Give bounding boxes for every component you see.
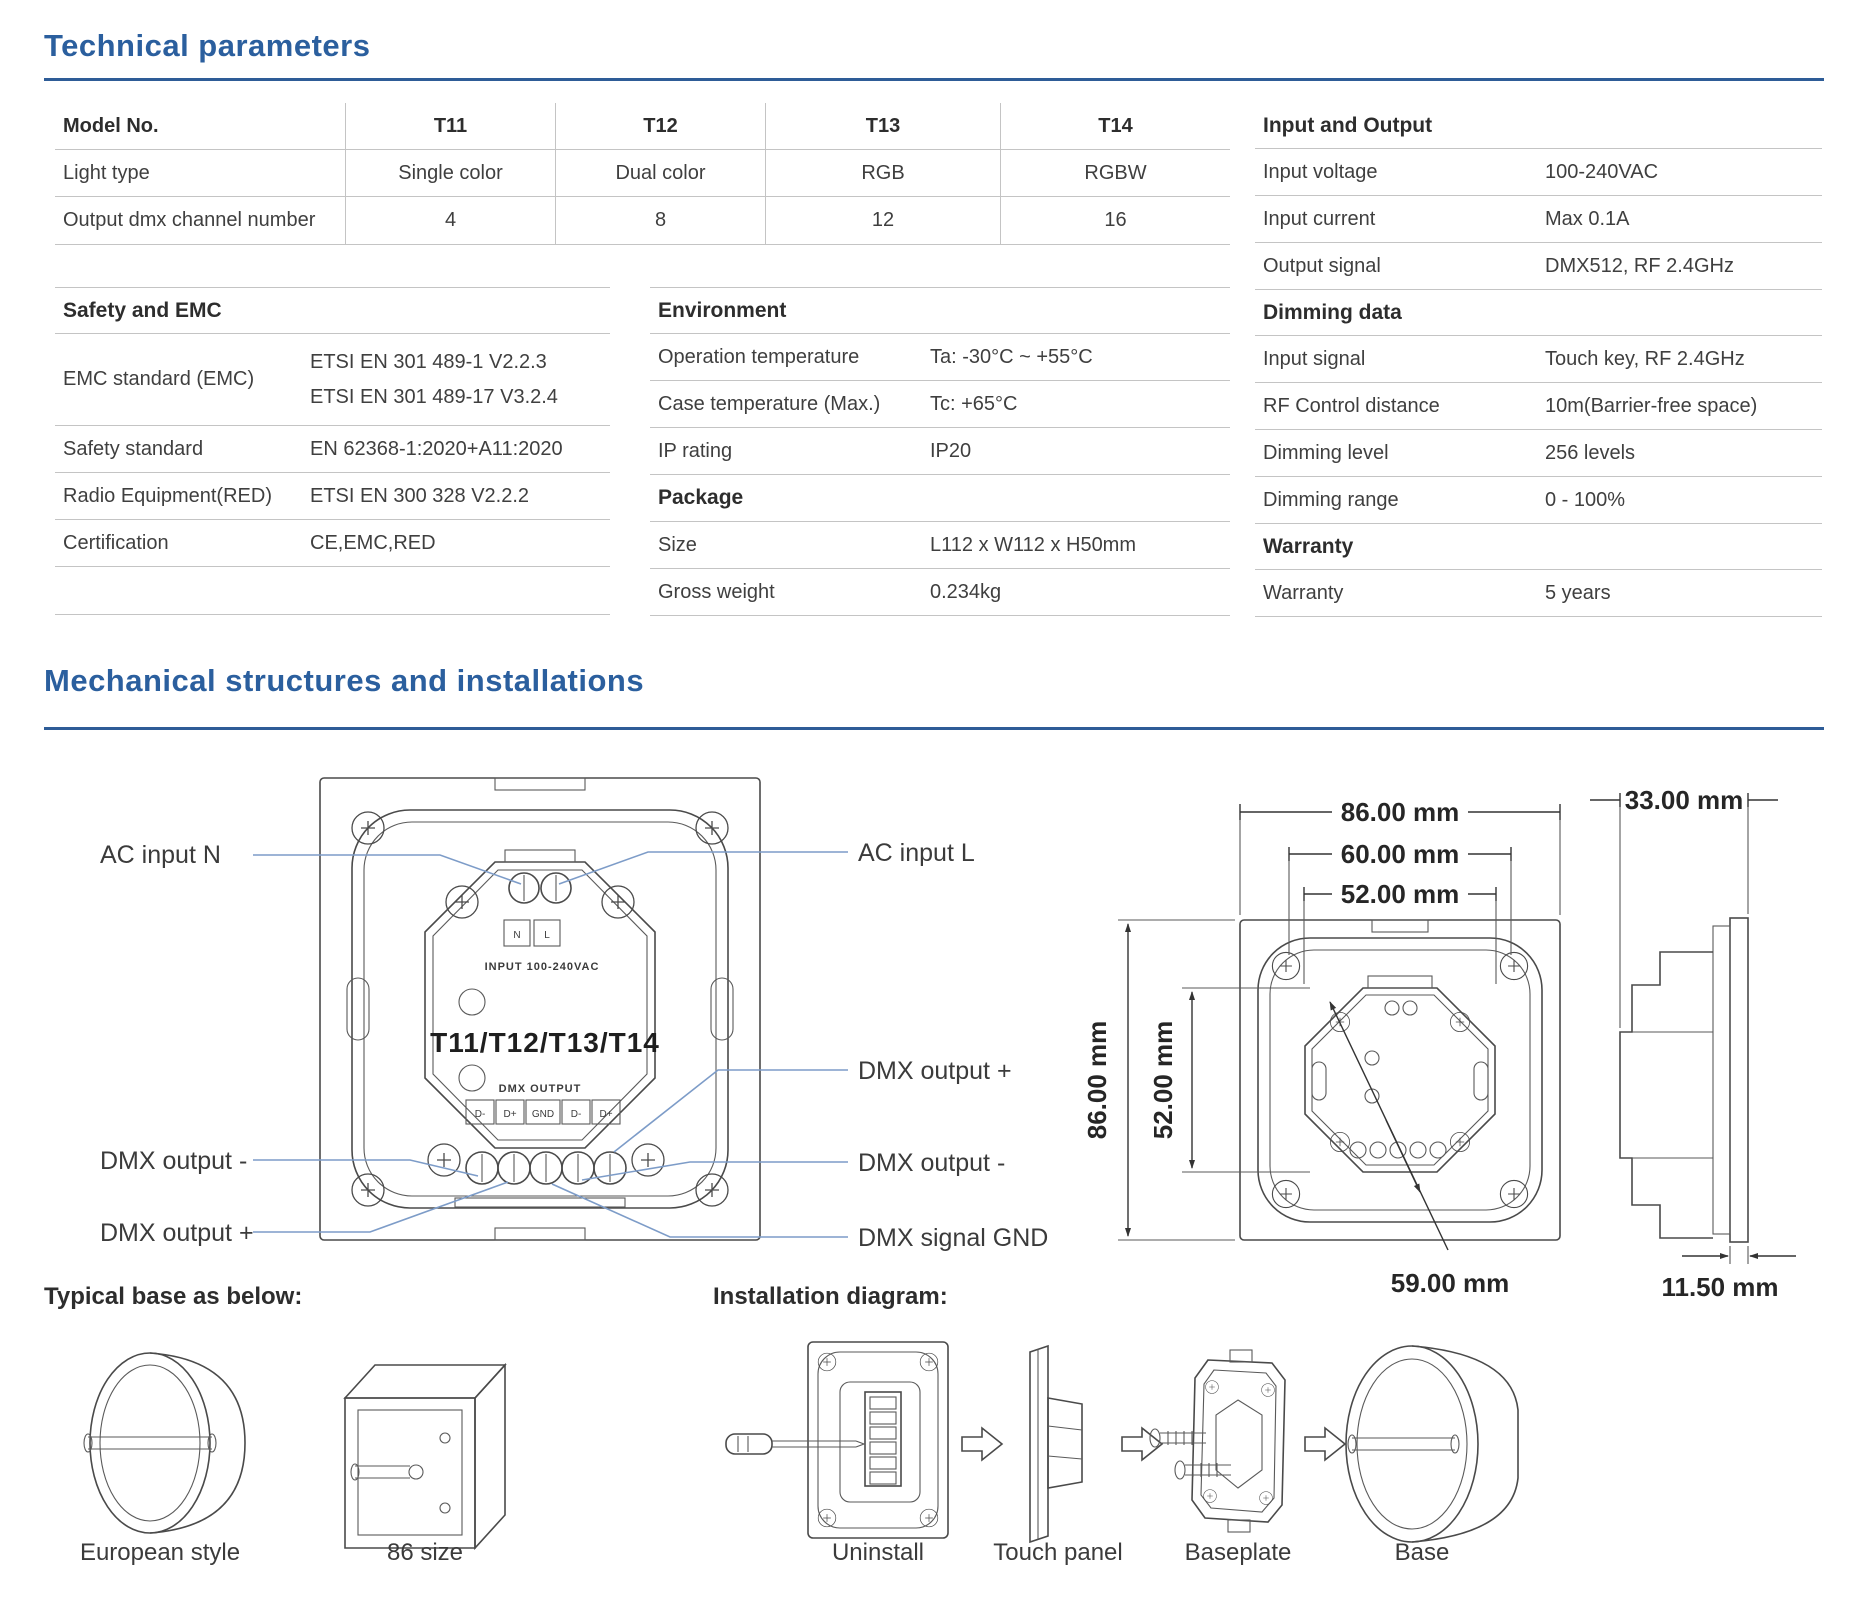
table-row: [650, 569, 1230, 616]
row-value: [310, 334, 558, 425]
table-section-header: Warranty: [1255, 524, 1822, 570]
dim-diagonal: 59.00 mm: [1390, 1268, 1510, 1298]
model-table-header: Model No.: [55, 103, 345, 150]
callout-dmx-output-minus: DMX output -: [858, 1149, 1006, 1177]
row-label: Input voltage: [1263, 160, 1378, 183]
terminal-l-label: L: [544, 930, 550, 941]
row-label: IP rating: [658, 439, 733, 462]
section-rule: [44, 78, 1824, 81]
table-row: [1255, 383, 1822, 430]
dim-plate-thickness: 11.50 mm: [1661, 1272, 1779, 1302]
table-row: [55, 426, 610, 473]
callout-dmx-output-plus: DMX output +: [100, 1219, 254, 1247]
row-value: 100-240VAC: [1545, 160, 1659, 183]
callout-dmx-signal-gnd: DMX signal GND: [858, 1224, 1049, 1252]
row-label: Size: [658, 533, 697, 556]
row-label: RF Control distance: [1263, 394, 1440, 417]
row-value-line1: ETSI EN 301 489-1 V2.2.3: [310, 350, 547, 373]
base-label-european: European style: [79, 1539, 241, 1566]
row-label: Operation temperature: [658, 345, 860, 368]
table-row: [1255, 196, 1822, 243]
row-value-line2: ETSI EN 301 489-17 V3.2.4: [310, 385, 558, 408]
step-label-uninstall: Uninstall: [831, 1539, 925, 1566]
row-value: IP20: [930, 439, 972, 462]
dimension-drawing-side: [1620, 918, 1748, 1242]
table-row: [1255, 477, 1822, 524]
table-section-header: Environment: [650, 288, 1230, 334]
table-section-header: Dimming data: [1255, 290, 1822, 336]
model-table-row-label: Light type: [55, 150, 345, 197]
model-table-header: T13: [765, 103, 1000, 150]
table-row: [1255, 336, 1822, 383]
table-section-header: Safety and EMC: [55, 288, 610, 334]
terminal-label: D+: [503, 1109, 517, 1120]
table-row: [55, 520, 610, 567]
dim-mid-width: 60.00 mm: [1340, 839, 1460, 869]
dim-inner-width: 52.00 mm: [1340, 879, 1460, 909]
section-title-mechanical: Mechanical structures and installations: [44, 663, 645, 698]
table-row: [1255, 243, 1822, 290]
row-value: 0.234kg: [930, 580, 1002, 603]
row-label: Input current: [1263, 207, 1376, 230]
row-value: EN 62368-1:2020+A11:2020: [310, 437, 563, 460]
european-style-base-drawing: [84, 1353, 245, 1533]
row-value: L112 x W112 x H50mm: [930, 533, 1137, 556]
dim-depth: 33.00 mm: [1624, 785, 1744, 815]
row-label: Radio Equipment(RED): [63, 484, 272, 507]
row-value: 0 - 100%: [1545, 488, 1626, 511]
model-table-cell: RGB: [765, 150, 1000, 197]
row-value: CE,EMC,RED: [310, 531, 436, 554]
row-label: EMC standard (EMC): [63, 368, 255, 390]
row-value: Touch key, RF 2.4GHz: [1545, 347, 1745, 370]
input-output-table: [1255, 103, 1822, 617]
table-row: [55, 473, 610, 520]
terminal-n-label: N: [513, 930, 521, 941]
row-value: DMX512, RF 2.4GHz: [1545, 254, 1734, 277]
table-row-empty: [55, 567, 610, 615]
table-row: [1255, 570, 1822, 617]
row-value: Ta: -30°C ~ +55°C: [930, 345, 1093, 368]
row-value: 5 years: [1545, 581, 1611, 604]
row-label: Dimming range: [1263, 488, 1399, 511]
row-label: Warranty: [1263, 581, 1344, 604]
step-label-base: Base: [1394, 1539, 1450, 1566]
row-label: Input signal: [1263, 347, 1366, 370]
callout-dmx-output-plus: DMX output +: [858, 1057, 1012, 1085]
uninstall-drawing: [726, 1342, 948, 1538]
table-row: [650, 522, 1230, 569]
step-arrow-icon: [1305, 1428, 1345, 1460]
row-value: 10m(Barrier-free space): [1545, 394, 1758, 417]
dim-inner-height: 52.00 mm: [1148, 1020, 1178, 1140]
terminal-label: D-: [570, 1109, 582, 1120]
row-value: 256 levels: [1545, 441, 1636, 464]
model-table-header: T11: [345, 103, 555, 150]
environment-table: [650, 287, 1230, 616]
dmx-output-print: DMX OUTPUT: [498, 1083, 582, 1095]
row-value: ETSI EN 300 328 V2.2.2: [310, 484, 530, 507]
model-table-cell: 16: [1000, 197, 1230, 245]
model-table-header: T14: [1000, 103, 1230, 150]
model-print: T11/T12/T13/T14: [430, 1027, 660, 1058]
section-title-technical: Technical parameters: [44, 28, 371, 63]
section-rule: [44, 727, 1824, 730]
dim-outer-width: 86.00 mm: [1340, 797, 1460, 827]
input-voltage-print: INPUT 100-240VAC: [484, 961, 600, 973]
model-table-row-label: Output dmx channel number: [55, 197, 345, 245]
terminal-label: D+: [599, 1109, 613, 1120]
callout-dmx-output-minus: DMX output -: [100, 1147, 248, 1175]
mechanical-drawings: [0, 760, 1868, 1608]
dimension-drawing-front: [1240, 920, 1560, 1240]
step-label-touch-panel: Touch panel: [993, 1539, 1123, 1566]
typical-base-heading: Typical base as below:: [44, 1283, 303, 1310]
terminal-label: D-: [474, 1109, 486, 1120]
model-table-cell: 8: [555, 197, 765, 245]
table-row: [650, 334, 1230, 381]
back-panel-drawing: [320, 778, 760, 1240]
table-row: [650, 381, 1230, 428]
size86-box-drawing: [345, 1365, 505, 1548]
row-label: Dimming level: [1263, 441, 1389, 464]
row-value: Tc: +65°C: [930, 392, 1018, 415]
callout-ac-input-n: AC input N: [100, 841, 221, 869]
model-table-header: T12: [555, 103, 765, 150]
table-row: [1255, 430, 1822, 477]
installation-heading: Installation diagram:: [713, 1283, 948, 1310]
model-table-cell: RGBW: [1000, 150, 1230, 197]
base-drawing: [1346, 1346, 1518, 1542]
model-table-cell: Single color: [345, 150, 555, 197]
table-row: [1255, 149, 1822, 196]
model-table: [55, 103, 1230, 245]
step-arrow-icon: [1122, 1428, 1162, 1460]
callout-ac-input-l: AC input L: [858, 839, 975, 867]
step-label-baseplate: Baseplate: [1184, 1539, 1292, 1566]
table-row: [55, 334, 610, 426]
row-label: Case temperature (Max.): [658, 392, 881, 415]
baseplate-drawing: [1150, 1350, 1285, 1532]
model-table-cell: 4: [345, 197, 555, 245]
safety-emc-table: [55, 287, 610, 615]
row-value: Max 0.1A: [1545, 207, 1630, 230]
terminal-label: GND: [531, 1109, 555, 1120]
row-label: Safety standard: [63, 437, 204, 460]
table-row: [650, 428, 1230, 475]
table-section-header: Input and Output: [1255, 103, 1822, 149]
model-table-cell: Dual color: [555, 150, 765, 197]
dim-outer-height: 86.00 mm: [1082, 1020, 1112, 1140]
row-label: Gross weight: [658, 580, 775, 603]
row-label: Output signal: [1263, 254, 1381, 277]
model-table-cell: 12: [765, 197, 1000, 245]
row-label: Certification: [63, 531, 169, 554]
step-arrow-icon: [962, 1428, 1002, 1460]
touch-panel-drawing: [1030, 1346, 1082, 1542]
base-label-86size: 86 size: [386, 1539, 464, 1566]
table-section-header: Package: [650, 475, 1230, 522]
